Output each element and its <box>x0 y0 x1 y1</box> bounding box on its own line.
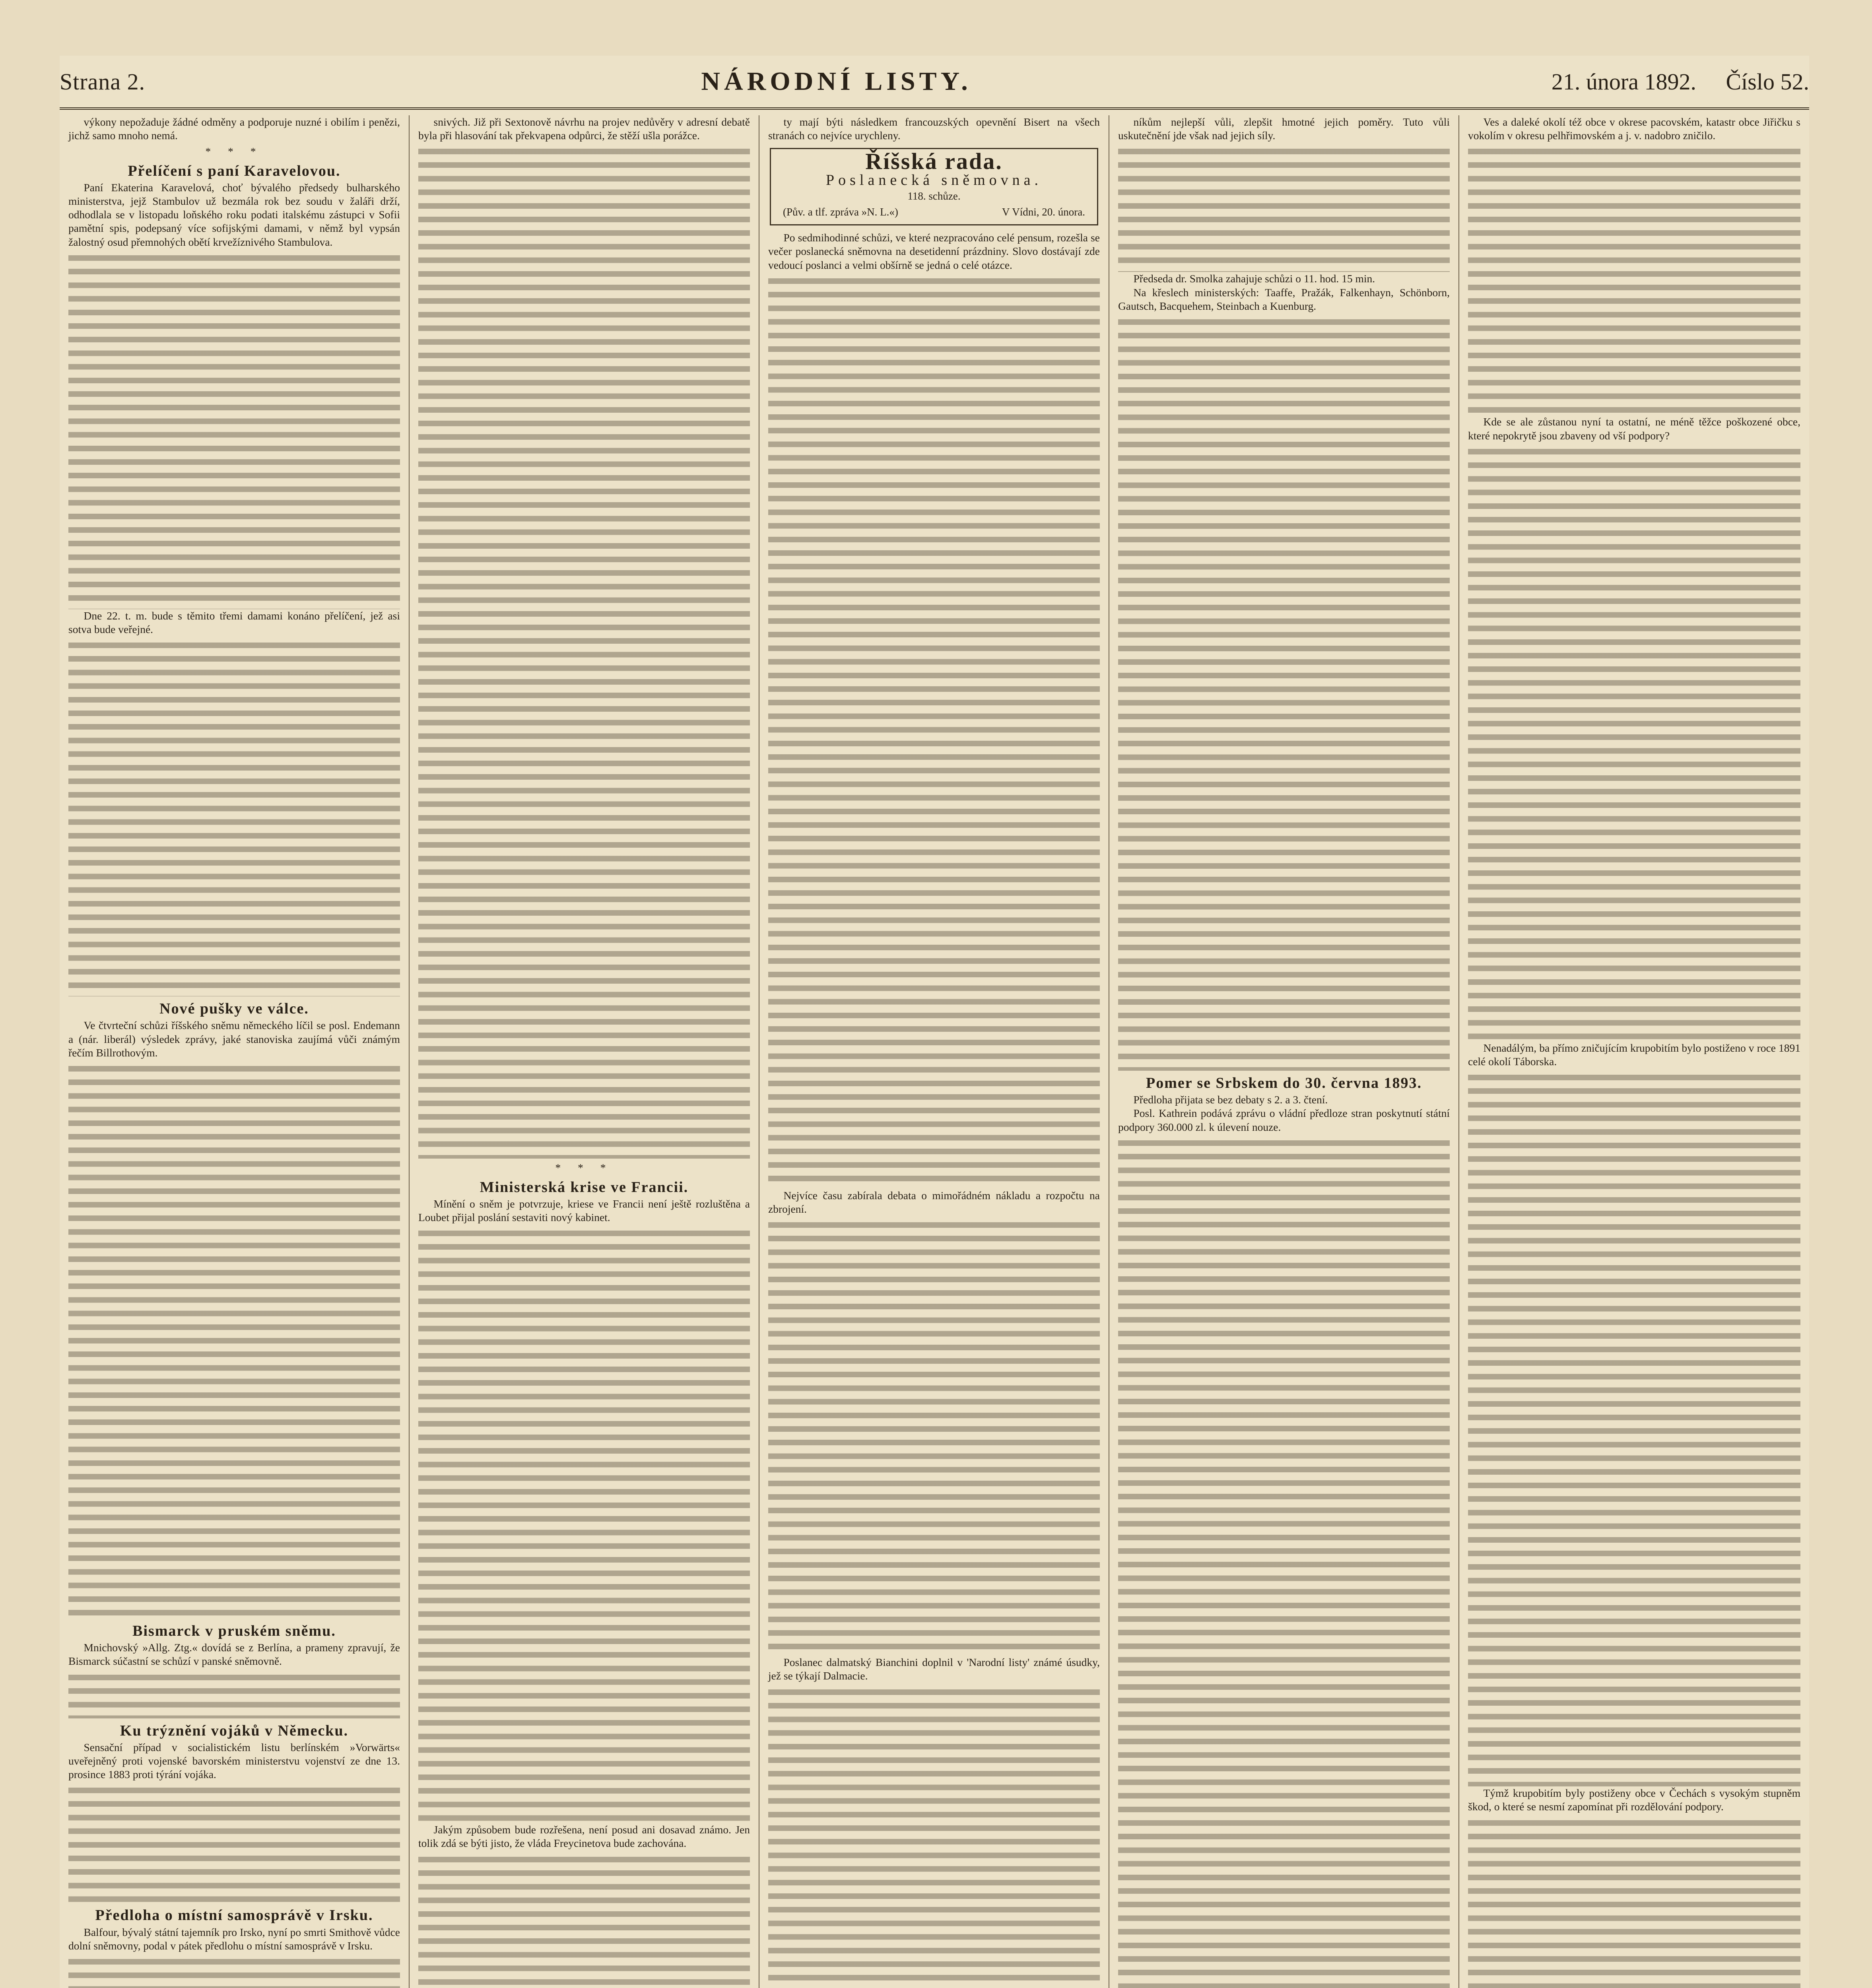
text-body <box>418 145 750 1159</box>
paragraph: Ves a daleké okolí též obce v okrese pacovském, katastr obce Jiřičku s vokolím v okresu pelhřimovském a j. v. nadobro zničilo. <box>1468 116 1800 142</box>
column-4 <box>1109 115 1459 1988</box>
paragraph: Kde se ale zůstanou nyní ta ostatní, ne méně těžce poškozené obce, které nepokrytě jsou zbaveny od vší podpory? <box>1468 415 1800 442</box>
issue-date: 21. února 1892. <box>1551 68 1696 95</box>
text-body <box>68 1062 400 1619</box>
paragraph: Sensační případ v socialistickém listu berlínském »Vorwärts« uveřejněný proti vojenské bavorském ministerstvu vojenství ze dne 13. prosince 1883 proti týrání vojáka. <box>68 1741 400 1781</box>
paragraph: Balfour, bývalý státní tajemník pro Irsko, nyní po smrti Smithově vůdce dolní sněmovny, podal v pátek předlohu o místní samosprávě v Irsku. <box>68 1926 400 1952</box>
paragraph: Nenadálým, ba přímo zničujícím krupobitím bylo postiženo v roce 1891 celé okolí Táborska. <box>1468 1041 1800 1068</box>
masthead-title: NÁRODNÍ LISTY. <box>701 67 972 96</box>
paragraph: Dne 22. t. m. bude s těmito třemi damami konáno přelíčení, jež asi sotva bude veřejné. <box>68 609 400 636</box>
paragraph: Jakým způsobem bude rozřešena, není posud ani dosavad známo. Jen tolik zdá se býti jisto, že vláda Freycinetova bude zachována. <box>418 1823 750 1850</box>
issue-info <box>1528 68 1809 95</box>
text-body <box>68 639 400 996</box>
text-body <box>68 251 400 609</box>
divider-stars: * * * <box>205 145 263 158</box>
heading-pomer-srbsko: Pomer se Srbskem do 30. června 1893. <box>1146 1075 1422 1092</box>
text-body <box>68 1671 400 1718</box>
heading-vojaci: Ku trýznění vojáků v Německu. <box>120 1722 349 1739</box>
heading-nove-pusky: Nové pušky ve válce. <box>159 1000 309 1017</box>
source-note: (Pův. a tlf. zpráva »N. L.«) <box>783 206 898 218</box>
text-body <box>68 1784 400 1903</box>
section-box-risska-rada <box>770 148 1098 225</box>
paragraph: Předloha přijata se bez debaty s 2. a 3. čtení. <box>1133 1093 1328 1106</box>
dateline-place: V Vídni, 20. února. <box>1002 206 1085 218</box>
paragraph: Po sedmihodinné schůzi, ve které nezpracováno celé pensum, rozešla se večer poslanecká sněmovna na desetidenní prázdniny. Slovo dostávají zde vedoucí poslanci a velmi obšírně se jedná o celé otázce. <box>768 231 1100 271</box>
section-subtitle: Poslanecká sněmovna. <box>825 171 1043 188</box>
issue-number: Číslo 52. <box>1726 68 1809 95</box>
heading-karavelova: Přelíčení s paní Karavelovou. <box>128 162 341 179</box>
text-body <box>768 1218 1100 1656</box>
paragraph: Posl. Kathrein podává zprávu o vládní předloze stran poskytnutí státní podpory 360.000 zl. k úlevení nouze. <box>1118 1107 1450 1133</box>
text-body <box>1118 145 1450 272</box>
text-body <box>1468 1816 1800 1988</box>
paragraph: Ve čtvrteční schůzi říšského sněmu německého líčil se posl. Endemann a (nár. liberál) výsledek zprávy, jaké stanoviska zaujímá vůči známým řečím Billrothovým. <box>68 1019 400 1059</box>
column-3 <box>759 115 1109 1988</box>
text-body <box>1468 145 1800 415</box>
page-header <box>60 56 1809 110</box>
paragraph: výkony nepožaduje žádné odměny a podporuje nuzné i obilím i penězi, jichž samo mnoho nemá. <box>68 116 400 142</box>
heading-bismarck: Bismarck v pruském sněmu. <box>132 1623 336 1640</box>
text-body <box>768 274 1100 1189</box>
paragraph: Poslanec dalmatský Bianchini doplnil v 'Narodní listy' známé úsudky, jež se týkají Dalmacie. <box>768 1656 1100 1682</box>
article-columns <box>60 115 1809 1988</box>
dateline <box>775 205 1093 219</box>
paragraph: Paní Ekaterina Karavelová, choť bývalého předsedy bulharského ministerstva, jejž Stambulov už bezmála rok bez soudu v žaláři drží, odhodlala se v listopadu loňského roku podati italskému zástupci v Sofii pamětní spis, podepsaný více sofijskými damami, v němž byl vypsán žalostný osud přemnohých obětí krvežíznivého Stambulova. <box>68 181 400 248</box>
column-1 <box>60 115 410 1988</box>
text-body <box>1468 1071 1800 1786</box>
text-body <box>418 1227 750 1823</box>
heading-ministerska-krise: Ministerská krise ve Francii. <box>480 1178 689 1196</box>
text-body <box>768 1685 1100 1988</box>
paragraph: Nejvíce času zabírala debata o mimořádném nákladu a rozpočtu na zbrojení. <box>768 1189 1100 1215</box>
paragraph: ty mají býti následkem francouzských opevnění Bisert na všech stranách co nejvíce urychleny. <box>768 116 1100 142</box>
text-body <box>68 1955 400 1988</box>
paragraph: Předseda dr. Smolka zahajuje schůzi o 11. hod. 15 min. <box>1133 272 1375 285</box>
column-5 <box>1459 115 1809 1988</box>
section-title: Říšská rada. <box>865 148 1003 175</box>
column-2 <box>410 115 759 1988</box>
text-body <box>418 1853 750 1988</box>
newspaper-page <box>60 56 1809 1988</box>
paragraph: snivých. Již při Sextonově návrhu na projev nedůvěry v adresní debatě byla při hlasování tak překvapena odpůrci, že stěží ušla porážce. <box>418 116 750 142</box>
session-number: 118. schůze. <box>907 190 961 202</box>
paragraph: Mínění o sněm je potvrzuje, kriese ve Francii není ještě rozluštěna a Loubet přijal poslání sestaviti nový kabinet. <box>418 1197 750 1224</box>
paragraph: Mnichovský »Allg. Ztg.« dovídá se z Berlína, a prameny zpravují, že Bismarck súčastní se schůzí v panské sněmovně. <box>68 1641 400 1668</box>
divider-stars: * * * <box>555 1161 613 1174</box>
text-body <box>1118 1136 1450 1988</box>
paragraph: Na křeslech ministerských: Taaffe, Pražák, Falkenhayn, Schönborn, Gautsch, Bacquehem, Steinbach a Kuenburg. <box>1118 286 1450 312</box>
paragraph: Týmž krupobitím byly postiženy obce v Čechách s vysokým stupněm škod, o které se nesmí zapomínat při rozdělování podpory. <box>1468 1787 1800 1813</box>
heading-predloha: Předloha o místní samosprávě v Irsku. <box>95 1907 373 1924</box>
text-body <box>1468 445 1800 1041</box>
page-number: Strana 2. <box>60 68 146 95</box>
paragraph: níkům nejlepší vůli, zlepšit hmotné jejich poměry. Tuto vůli uskutečnění jde však nad jejich síly. <box>1118 116 1450 142</box>
text-body <box>1118 315 1450 1071</box>
